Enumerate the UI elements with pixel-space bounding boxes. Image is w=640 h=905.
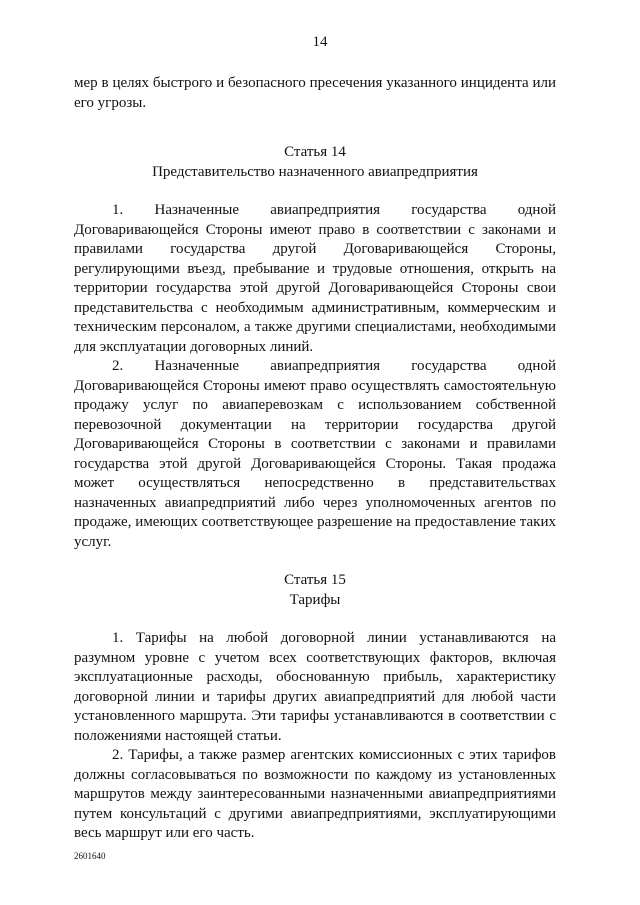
- article-14-paragraph-1: 1. Назначенные авиапредприятия государства одной Договаривающейся Стороны имеют право в соответствии с законами и правилами государства другой Договаривающейся Стороны, регулирующими въезд, пребывание и трудовые отношения, открыть на территории государства этой другой Договаривающейся Стороны свои представительства с необходимым административным, коммерческим и техническим персоналом, а также другими специалистами, необходимыми для эксплуатации договорных линий.: [74, 202, 556, 355]
- page-number: 14: [312, 34, 328, 50]
- article-14-number: Статья 14: [284, 144, 346, 160]
- article-15-paragraph-2: 2. Тарифы, а также размер агентских комиссионных с этих тарифов должны согласовываться по возможности по каждому из установленных маршрутов между заинтересованными назначенными авиапредприятиями путем консультаций с другими авиапредприятиями, эксплуатирующими весь маршрут или его часть.: [74, 747, 556, 841]
- article-15-paragraph-1: 1. Тарифы на любой договорной линии устанавливаются на разумном уровне с учетом всех соответствующих факторов, включая эксплуатационные расходы, обоснованную прибыль, характеристику договорной линии и тарифы других авиапредприятий для любой части установленного маршрута. Эти тарифы устанавливаются в соответствии с положениями настоящей статьи.: [74, 630, 556, 744]
- document-code: 2601640: [74, 851, 106, 861]
- article-14-heading: [74, 143, 556, 182]
- document-body: [74, 74, 556, 844]
- article-14-paragraph-2: 2. Назначенные авиапредприятия государства одной Договаривающейся Стороны имеют право осуществлять самостоятельную продажу услуг по авиаперевозкам с использованием собственной перевозочной документации на территории государства другой Договаривающейся Стороны в соответствии с законами и правилами государства этой другой Договаривающейся Стороны. Такая продажа может осуществляться непосредственно в представительствах назначенных авиапредприятий либо через уполномоченных агентов по продаже, имеющих соответствующее разрешение на предоставление таких услуг.: [74, 358, 556, 550]
- continuation-paragraph: мер в целях быстрого и безопасного пресечения указанного инцидента или его угрозы.: [74, 75, 556, 111]
- article-15-heading: [74, 571, 556, 610]
- article-15-title: Тарифы: [289, 591, 341, 608]
- article-15-number: Статья 15: [284, 572, 346, 588]
- article-14-title: Представительство назначенного авиапредприятия: [152, 163, 478, 180]
